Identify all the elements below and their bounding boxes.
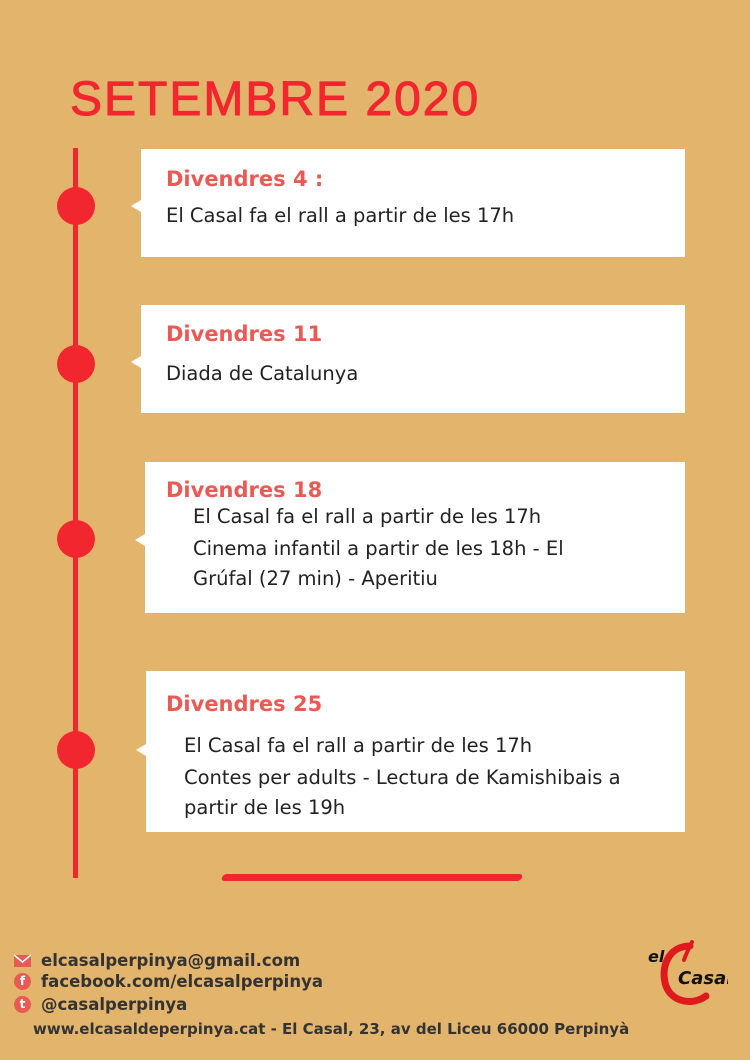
- page-title: SETEMBRE 2020: [70, 73, 481, 126]
- email-text: elcasalperpinya@gmail.com: [41, 950, 301, 970]
- event-description: Grúfal (27 min) - Aperitiu: [193, 567, 438, 590]
- el-casal-logo: [648, 940, 728, 1010]
- event-description: Cinema infantil a partir de les 18h - El: [193, 537, 564, 560]
- footer-facebook[interactable]: [14, 970, 323, 992]
- mail-icon: [14, 952, 31, 969]
- footer-twitter[interactable]: [14, 993, 187, 1015]
- event-day: Divendres 4 :: [166, 167, 324, 191]
- facebook-text: facebook.com/elcasalperpinya: [41, 971, 323, 991]
- event-day: Divendres 25: [166, 692, 323, 716]
- decorative-brush-stroke: [221, 874, 524, 881]
- timeline-dot: [57, 345, 95, 383]
- footer-email[interactable]: [14, 949, 300, 971]
- svg-text:el: el: [648, 947, 665, 966]
- timeline-dot: [57, 731, 95, 769]
- event-card: [141, 305, 685, 413]
- event-description: partir de les 19h: [184, 796, 346, 819]
- facebook-icon: f: [14, 973, 31, 990]
- event-description: Diada de Catalunya: [166, 362, 359, 385]
- event-description: El Casal fa el rall a partir de les 17h: [184, 734, 533, 757]
- event-description: Contes per adults - Lectura de Kamishibais a: [184, 766, 621, 789]
- event-card: [145, 462, 685, 613]
- event-card: [146, 671, 685, 832]
- twitter-icon: t: [14, 996, 31, 1013]
- event-card: [141, 149, 685, 257]
- footer-address: www.elcasaldeperpinya.cat - El Casal, 23, av del Liceu 66000 Perpinyà: [33, 1020, 630, 1038]
- timeline-dot: [57, 187, 95, 225]
- event-description: El Casal fa el rall a partir de les 17h: [193, 505, 542, 528]
- svg-text:Casal: Casal: [678, 968, 728, 989]
- twitter-text: @casalperpinya: [41, 994, 188, 1014]
- event-day: Divendres 11: [166, 322, 323, 346]
- event-description: El Casal fa el rall a partir de les 17h: [166, 204, 515, 227]
- timeline-dot: [57, 520, 95, 558]
- event-day: Divendres 18: [166, 478, 323, 502]
